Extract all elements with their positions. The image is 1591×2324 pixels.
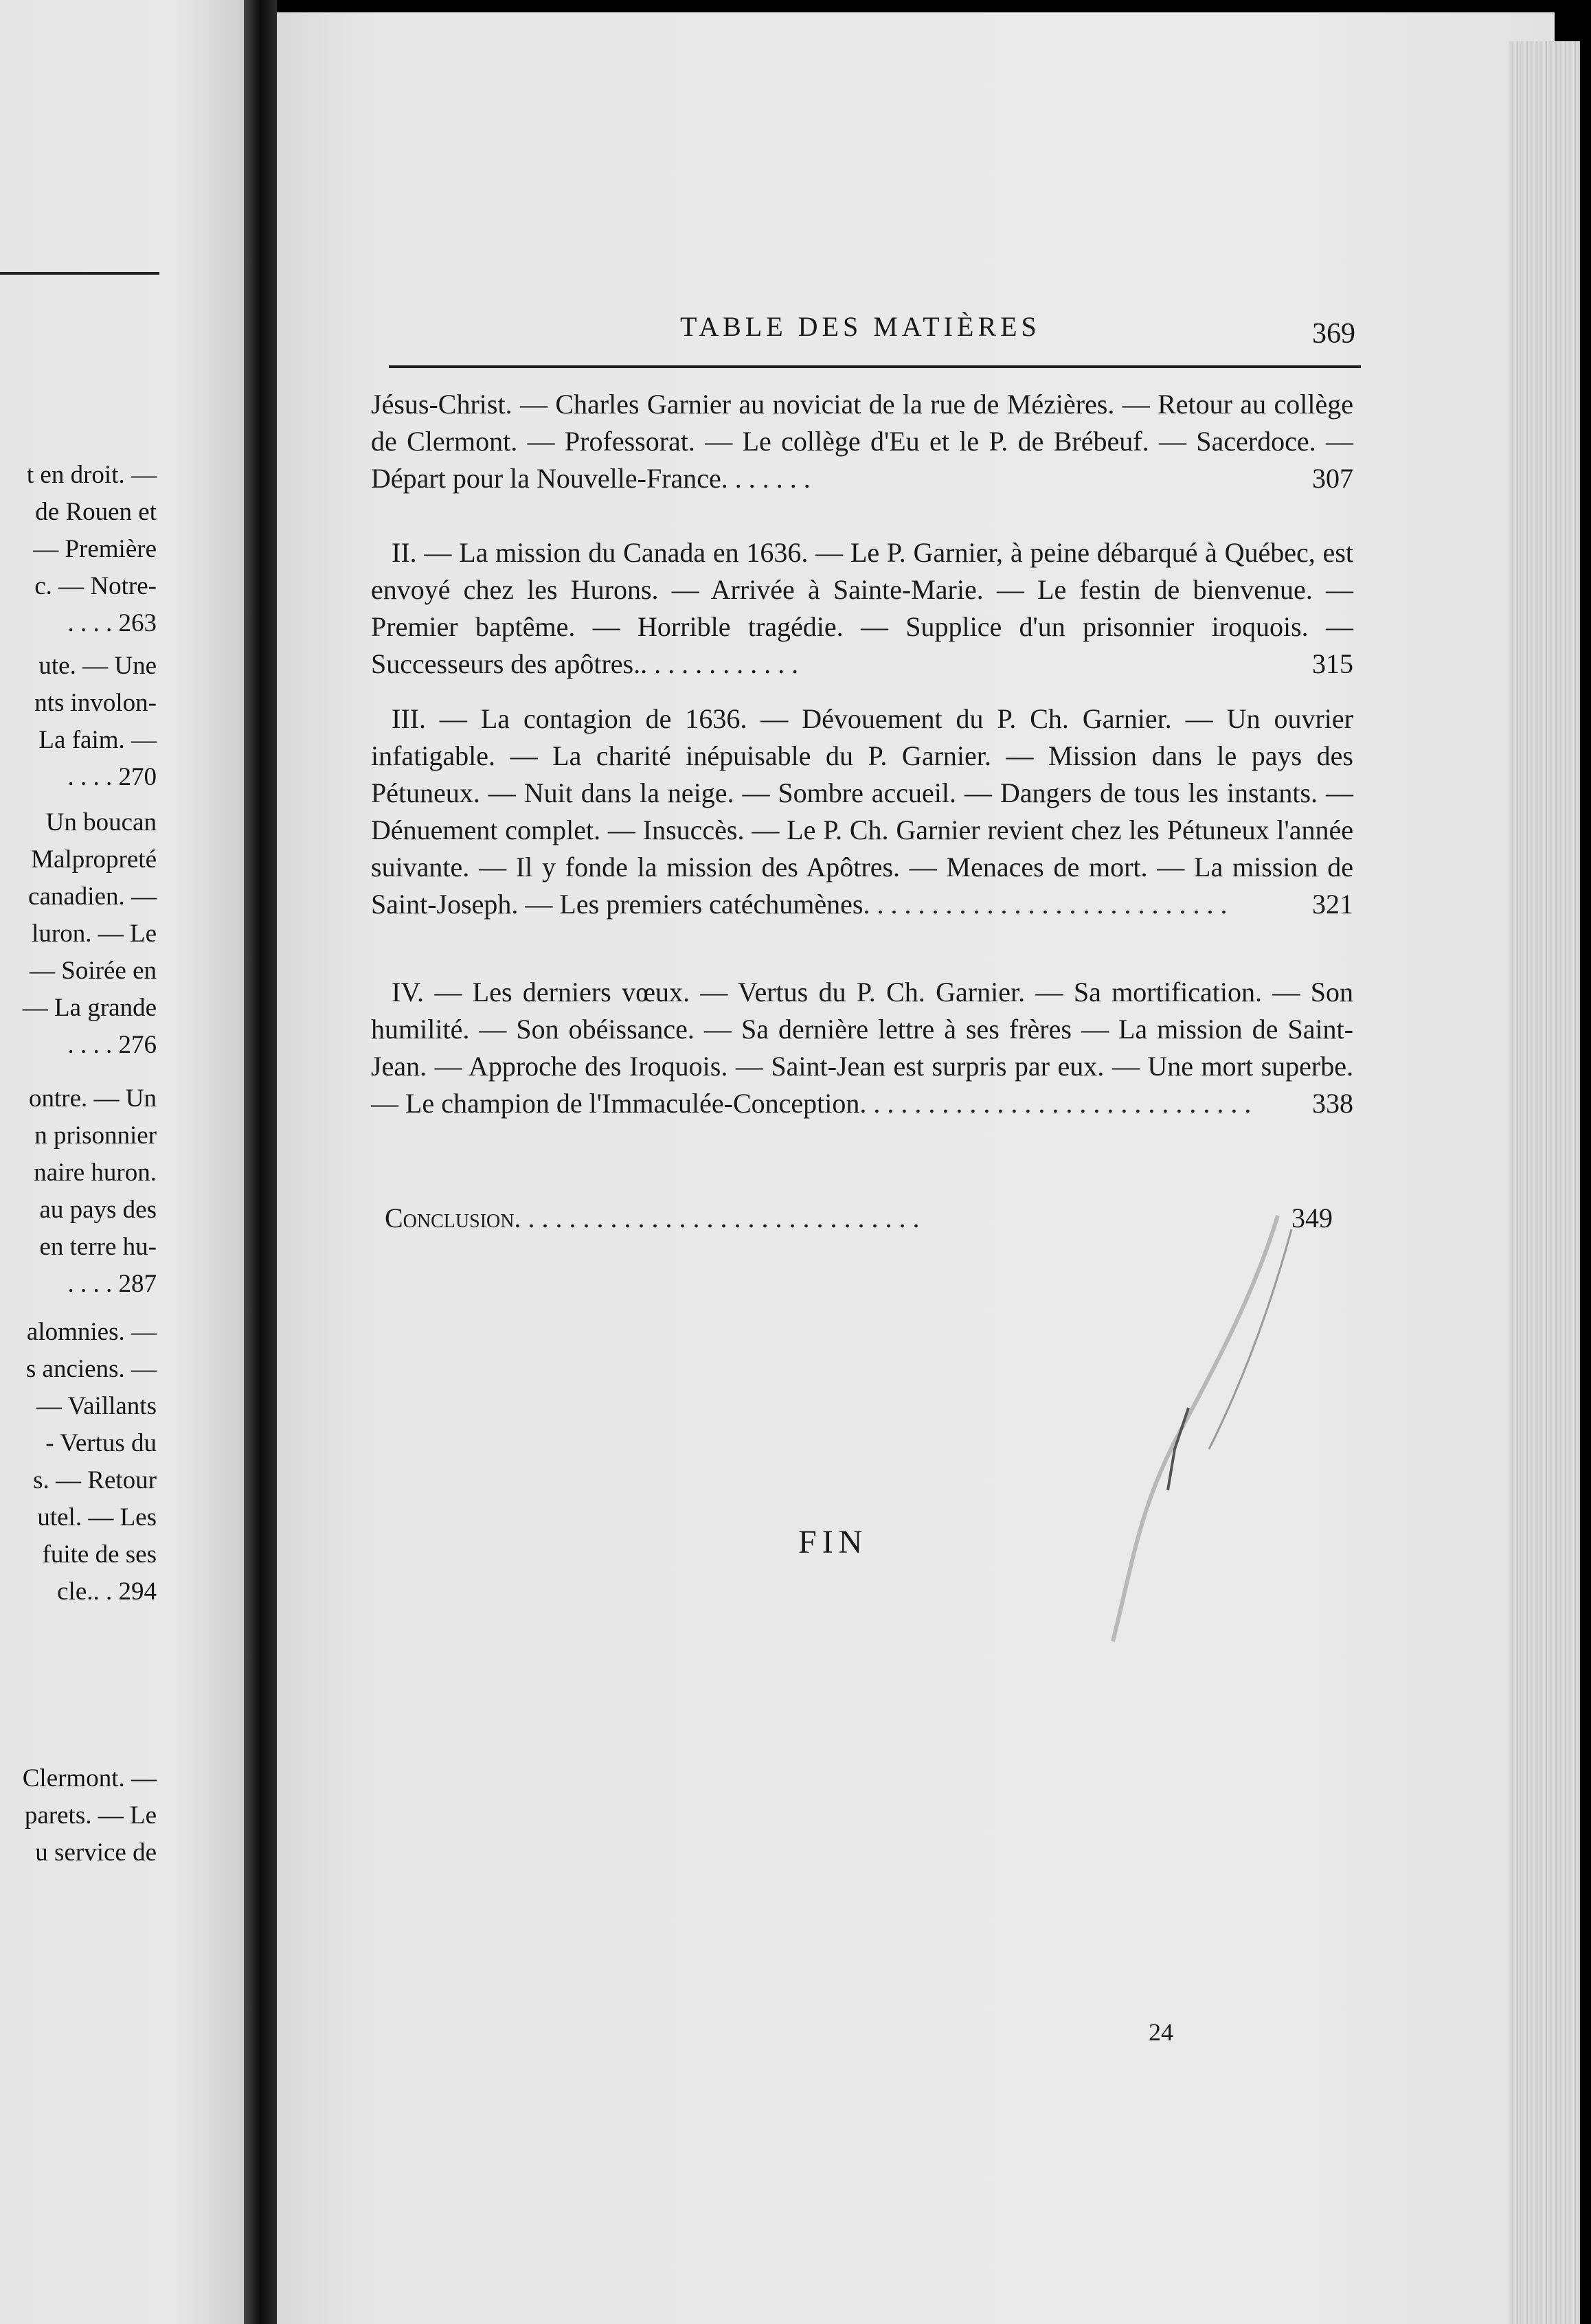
left-page-line: ute. — Une <box>38 652 157 680</box>
right-page <box>277 12 1555 2324</box>
left-page-line: naire huron. <box>34 1159 157 1187</box>
left-page-line: — Vaillants <box>36 1392 157 1420</box>
left-page-line: s. — Retour <box>33 1466 157 1494</box>
left-page-line: Malpropreté <box>31 845 157 874</box>
left-page-line: s anciens. — <box>25 1355 157 1383</box>
header-rule <box>389 365 1361 368</box>
left-page-line: . . . . 276 <box>67 1031 157 1059</box>
toc-entry-text <box>371 534 1353 683</box>
left-page-line: alomnies. — <box>26 1318 157 1346</box>
conclusion-leaders: . . . . . . . . . . . . . . . . . . . . . . . . . . . . . . <box>514 1203 920 1233</box>
left-page-line: fuite de ses <box>42 1540 157 1569</box>
left-page-line: de Rouen et <box>35 498 157 526</box>
toc-entry-page: 307 <box>1312 463 1353 494</box>
fin-label: FIN <box>798 1524 868 1560</box>
left-page-line: u service de <box>35 1838 157 1867</box>
left-page-rule <box>0 272 159 275</box>
left-page-fragment <box>0 0 244 2324</box>
left-page-line: n prisonnier <box>34 1121 157 1150</box>
left-page-line: — La grande <box>22 994 157 1022</box>
page-number: 369 <box>1312 318 1355 350</box>
running-head: TABLE DES MATIÈRES <box>680 311 1041 342</box>
left-page-line: Un boucan <box>45 808 157 836</box>
signature-mark: 24 <box>1149 2018 1173 2046</box>
left-page-line: — Première <box>33 535 157 563</box>
left-page-line: ontre. — Un <box>29 1084 157 1113</box>
left-page-line: . . . . 270 <box>67 763 157 791</box>
left-page-line: parets. — Le <box>24 1801 157 1830</box>
left-page-line: canadien. — <box>28 882 157 911</box>
page-edges <box>1509 41 1580 2324</box>
toc-entry-text <box>371 386 1353 497</box>
toc-entry-3 <box>371 700 1353 923</box>
toc-entry-page: 321 <box>1312 889 1353 920</box>
paper-crease-mark <box>1072 1202 1360 1683</box>
left-page-line: en terre hu- <box>39 1233 157 1261</box>
toc-entry-body: IV. — Les derniers vœux. — Vertus du P. Ch. Garnier. — Sa mortification. — Son humilité. — Son obéissance. — Sa dernière lettre à ses frères — La mission de Saint-Jean. — Approche des Iroquois. — Saint-Jean est surpris par eux. — Une mort superbe. — Le champion de l'Immaculée-Conception. . . . . . . . . . . . . . . . . . . . . . . . . . . . . <box>371 977 1353 1119</box>
left-page-line: au pays des <box>39 1196 157 1224</box>
left-page-line: - Vertus du <box>45 1429 157 1457</box>
left-page-line: utel. — Les <box>37 1503 157 1531</box>
left-page-line: luron. — Le <box>32 920 157 948</box>
left-page-line: La faim. — <box>38 726 157 754</box>
book-gutter <box>244 0 277 2324</box>
toc-entry-1 <box>371 386 1353 497</box>
toc-entry-body: II. — La mission du Canada en 1636. — Le P. Garnier, à peine débarqué à Québec, est envoyé chez les Hurons. — Arrivée à Sainte-Marie. — Le festin de bienvenue. — Premier baptême. — Horrible tragédie. — Supplice d'un prisonnier iroquois. — Successeurs des apôtres.. . . . . . . . . . . . <box>371 537 1353 679</box>
left-page-line: t en droit. — <box>26 461 157 489</box>
left-page-line: Clermont. — <box>22 1764 157 1792</box>
toc-entry-page: 315 <box>1312 648 1353 679</box>
conclusion-page: 349 <box>1291 1203 1333 1233</box>
left-page-line: c. — Notre- <box>34 572 157 600</box>
left-page-line: cle.. . 294 <box>57 1577 157 1606</box>
toc-entry-page: 338 <box>1312 1088 1353 1119</box>
conclusion-label: Conclusion <box>385 1203 515 1233</box>
left-page-line: . . . . 263 <box>67 609 157 637</box>
toc-entry-body: III. — La contagion de 1636. — Dévouement du P. Ch. Garnier. — Un ouvrier infatigable. — La charité inépuisable du P. Garnier. — Mission dans le pays des Pétuneux. — Nuit dans la neige. — Sombre accueil. — Dangers de tous les instants. — Dénuement complet. — Insuccès. — Le P. Ch. Garnier revient chez les Pétuneux l'année suivante. — Il y fonde la mission des Apôtres. — Menaces de mort. — La mission de Saint-Joseph. — Les premiers catéchumènes. . . . . . . . . . . . . . . . . . . . . . . . . . . <box>371 703 1353 920</box>
left-page-line: . . . . 287 <box>67 1270 157 1298</box>
left-page-line: — Soirée en <box>30 957 157 985</box>
toc-entry-text <box>371 700 1353 923</box>
toc-entry-4 <box>371 974 1353 1122</box>
left-page-line: nts involon- <box>34 689 157 717</box>
toc-entry-2 <box>371 534 1353 683</box>
toc-entry-text <box>371 974 1353 1122</box>
toc-entry-body: Jésus-Christ. — Charles Garnier au noviciat de la rue de Mézières. — Retour au collège de Clermont. — Professorat. — Le collège d'Eu et le P. de Brébeuf. — Sacerdoce. — Départ pour la Nouvelle-France. . . . . . . <box>371 389 1353 494</box>
